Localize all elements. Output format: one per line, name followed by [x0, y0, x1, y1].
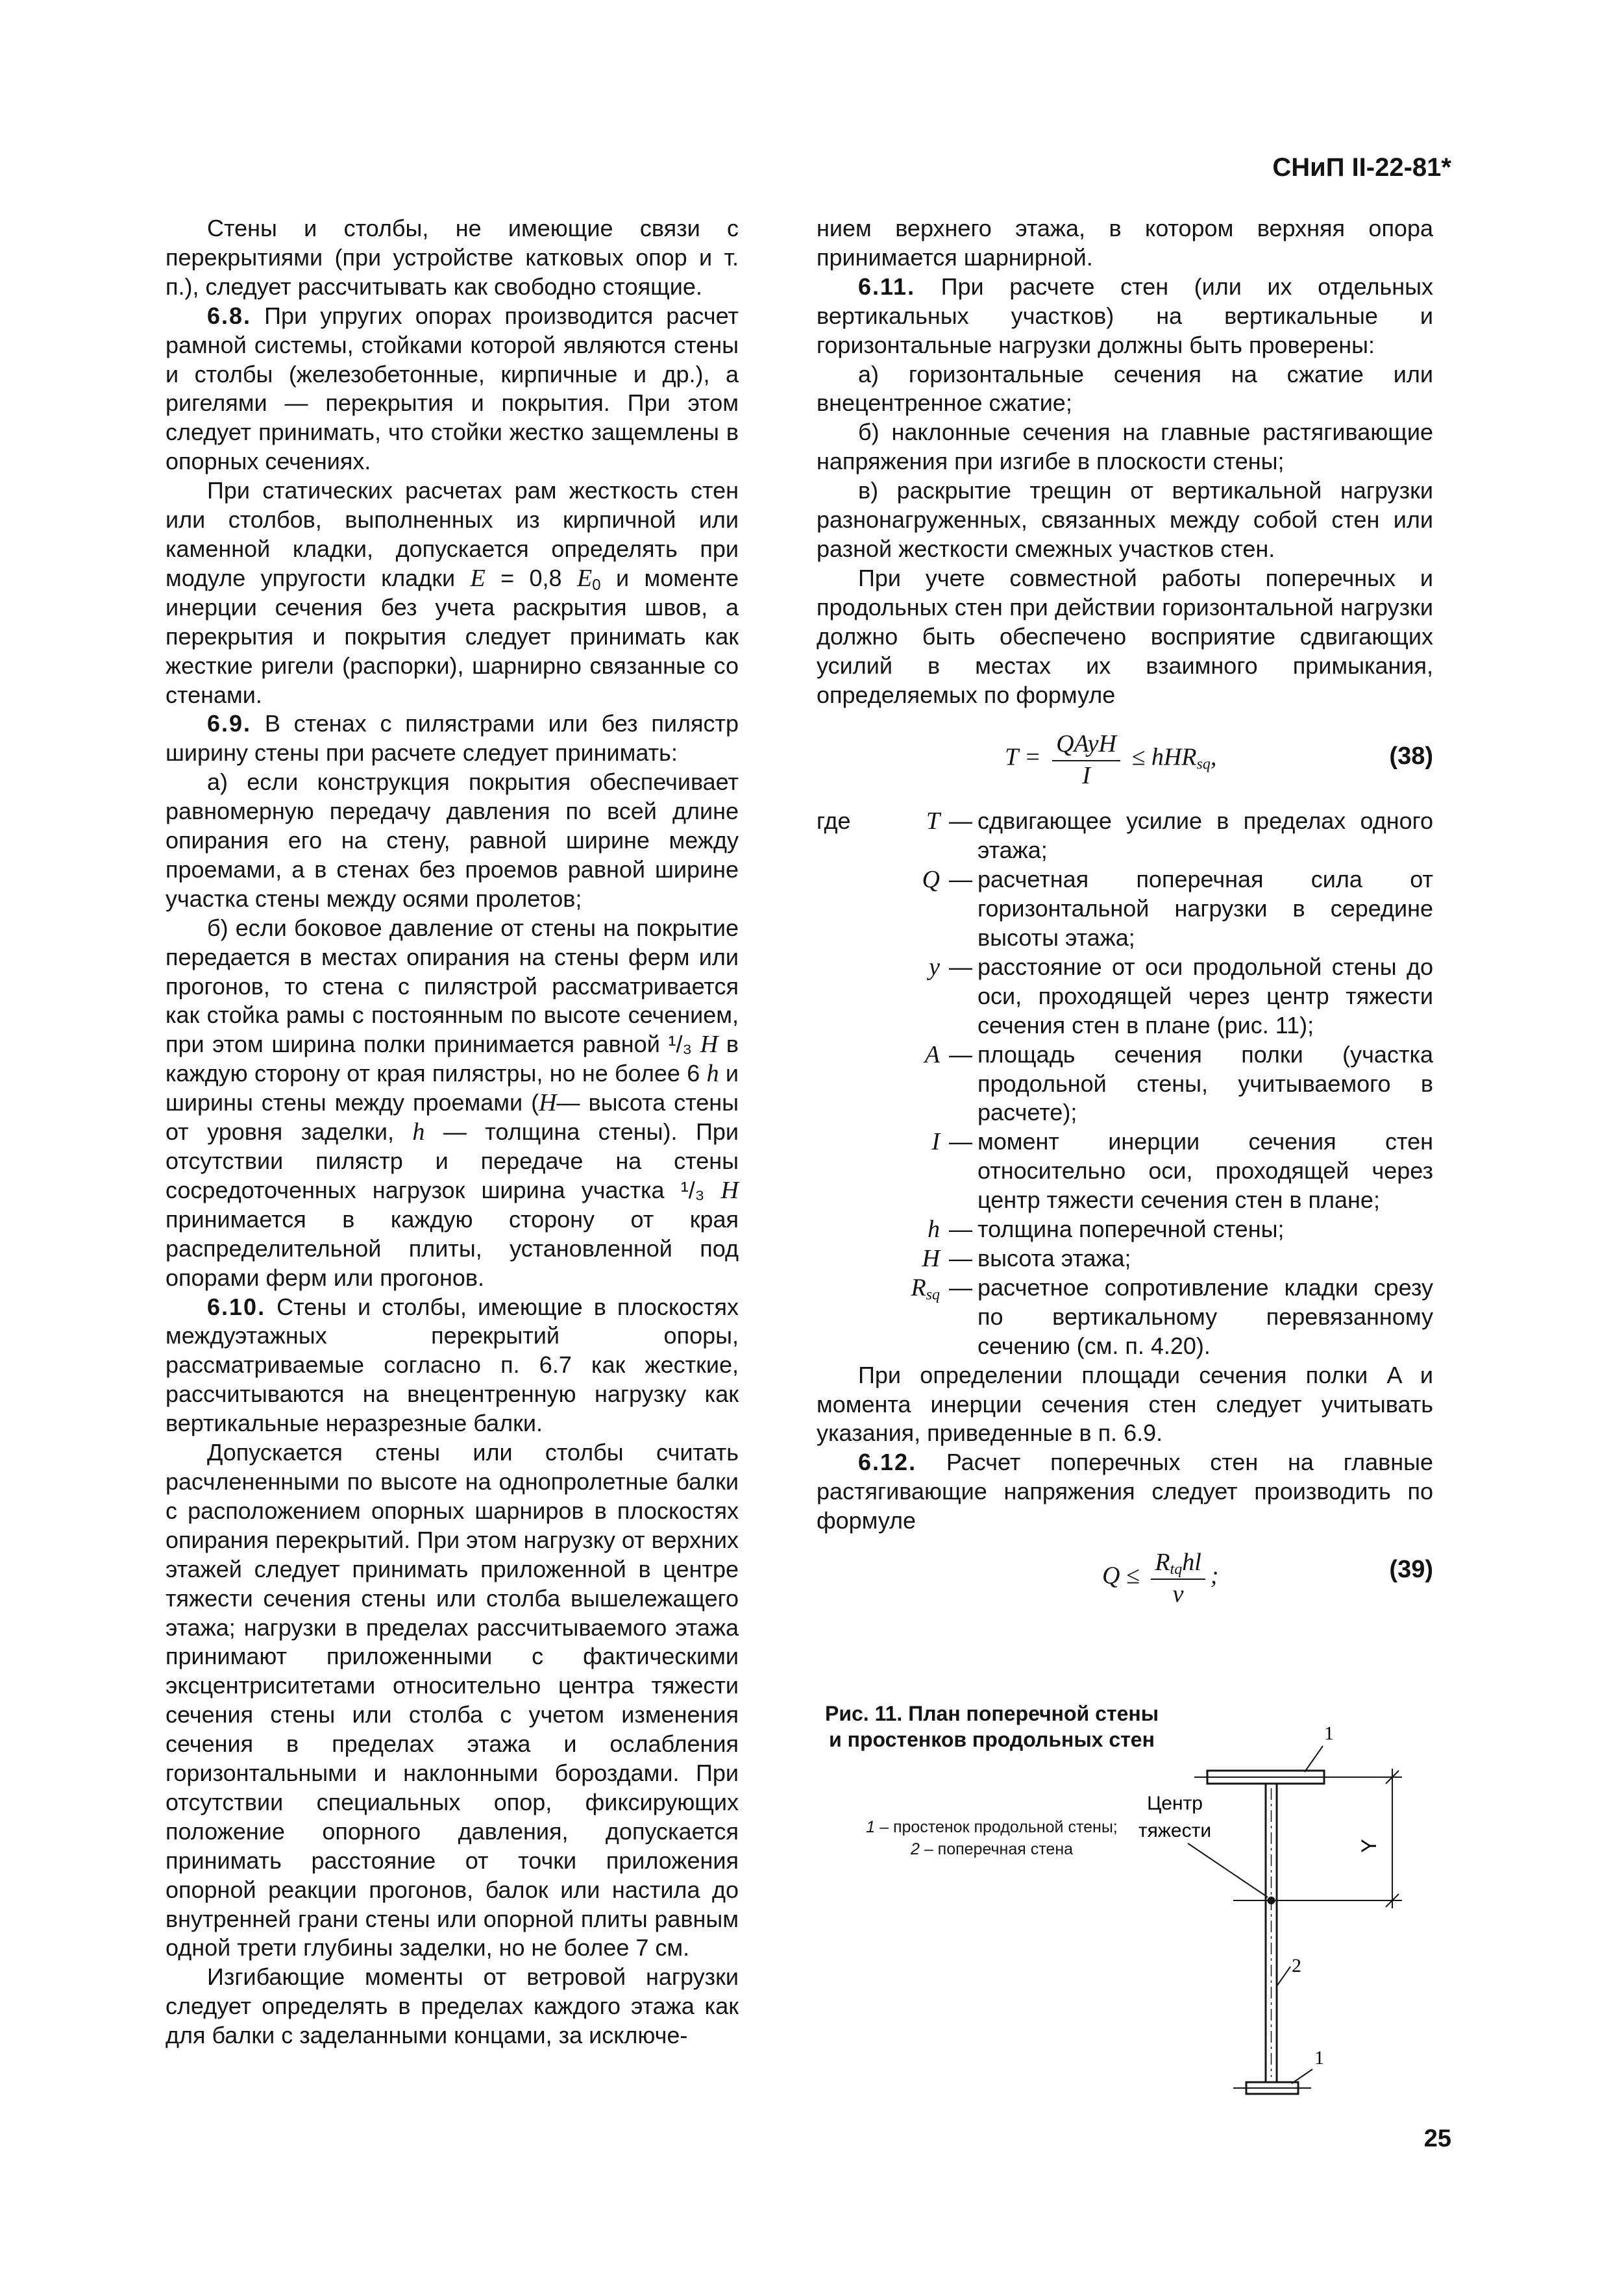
paragraph: нием верхнего этажа, в котором верхняя опора принимается шарнирной.: [817, 215, 1433, 271]
legend-number: 2: [910, 1840, 920, 1858]
leader-2: [1277, 1967, 1290, 1986]
paragraph-text: принимается в каждую сторону от края распределительной плиты, установленной под опорами ферм или прогонов.: [166, 1205, 739, 1291]
definition-symbol: [875, 1273, 949, 1361]
paragraph-text: и ширины стены между проемами (: [166, 1060, 739, 1116]
paragraph: а) горизонтальные сечения на сжатие или внецентренное сжатие;: [817, 360, 1433, 417]
math-symbol: E: [576, 564, 593, 592]
paragraph-text: — толщина стены). При отсутствии пилястр и передаче на стены сосредоточенных нагрузок ширина участка: [166, 1118, 739, 1203]
math-symbol: h: [412, 1118, 425, 1146]
paragraph: Стены и столбы, не имеющие связи с перекрытиями (при устройстве катковых опор и т. п.), следует рассчитывать как свободно стоящие.: [166, 215, 739, 300]
definition-row: [875, 865, 1433, 953]
figure-caption: Рис. 11. План поперечной стены и простенков продольных стен: [824, 1702, 1159, 1751]
definition-text: высота этажа;: [978, 1245, 1131, 1272]
math-subscript: 0: [592, 576, 601, 594]
symbol-letter: H: [922, 1245, 940, 1272]
formula-lhs: Q ≤: [1102, 1562, 1140, 1590]
formula-end: ,: [1210, 744, 1217, 772]
paragraph: [166, 476, 739, 709]
definition-row: [875, 1215, 1433, 1244]
definition-symbol: [875, 1215, 949, 1244]
math-symbol: H: [720, 1176, 739, 1204]
definition-text: сдвигающее усилие в пределах одного этажа;: [978, 807, 1433, 864]
paragraph: в) раскрытие трещин от вертикальной нагрузки разнонагруженных, связанных между собой стен или разной жесткости смежных участков стен.: [817, 477, 1433, 562]
numerator-tail: hl: [1182, 1549, 1201, 1577]
leader-1-bottom: [1292, 2069, 1312, 2083]
numerator-symbol: R: [1155, 1549, 1170, 1577]
definition-dash: —: [949, 807, 972, 835]
label-center: Центр: [1147, 1793, 1203, 1814]
paragraph: Допускается стены или столбы считать расчлененными по высоте на однопролетные балки с расположением опорных шарниров в плоскостях опирания перекрытий. При этом нагрузку от верхних этажей следует принимать приложенной в центре тяжести сечения стены или столба вышележащего этажа; нагрузки в пределах рассчитываемого этажа принимают приложенными с фактическими эксцентриситетами относительно центра тяжести сечения стены или столба с учетом изменения сечения в пределах этажа и ослабления горизонтальными и наклонными бороздами. При отсутствии специальных опор, фиксирующих положение опорного давления, допускается принимать расстояние от точки приложения опорной реакции прогонов, балок или настила до внутренней грани стены или опорной плиты равным одной трети глубины заделки, но не более 7 см.: [166, 1439, 739, 1961]
paragraph-text: При упругих опорах производится расчет рамной системы, стойками которой являются стены и столбы (железобетонные, кирпичные и др.), а ригелями — перекрытия и покрытия. При этом следует принимать, что стойки жестко защемлены в опорных сечениях.: [166, 302, 739, 475]
formula-body: [1102, 1547, 1218, 1608]
definition-row: [875, 1273, 1433, 1361]
definition-dash: —: [949, 953, 972, 980]
math-symbol: E: [470, 564, 486, 592]
paragraph-6-8: [166, 302, 739, 476]
formula-rhs: ≤ hHR: [1131, 744, 1197, 772]
formula-end: ;: [1210, 1562, 1219, 1590]
definition-symbol: [875, 1127, 949, 1215]
definition-row: [875, 807, 1433, 865]
wall-plan-drawing: [1077, 1714, 1415, 2129]
paragraph-6-11: [817, 273, 1433, 360]
formula-subscript: sq: [1196, 756, 1211, 774]
definition-dash: —: [949, 866, 972, 893]
paragraph-6-12: [817, 1448, 1433, 1536]
where-label: где: [817, 807, 851, 835]
paragraph-text: При статических расчетах рам жесткость стен или столбов, выполненных из кирпичной или каменной кладки, допускается определять при модуле упругости кладки: [166, 477, 739, 591]
document-header: СНиП II-22-81*: [1272, 153, 1451, 182]
definition-symbol: [875, 807, 949, 865]
paragraph: При определении площади сечения полки A и момента инерции сечения стен следует учитывать указания, приведенные в п. 6.9.: [817, 1361, 1433, 1447]
definition-symbol: [875, 1244, 949, 1273]
math-symbol: h: [706, 1060, 719, 1088]
definition-text: расчетная поперечная сила от горизонтальной нагрузки в середине высоты этажа;: [978, 866, 1433, 952]
symbol-subscript: sq: [926, 1286, 940, 1303]
symbol-letter: T: [926, 807, 940, 835]
paragraph-text: — высота стены от уровня заделки,: [166, 1089, 739, 1146]
clause-number: 6.10.: [207, 1293, 266, 1320]
leader-center: [1188, 1843, 1268, 1897]
numerator-subscript: tq: [1170, 1561, 1183, 1579]
definition-dash: —: [949, 1245, 972, 1272]
paragraph-text: и моменте инерции сечения без учета раскрытия швов, а перекрытия и покрытия следует принимать как жесткие ригели (распорки), шарнирно связанные со стенами.: [166, 564, 739, 708]
left-column: [166, 214, 739, 2050]
definition-dash: —: [949, 1273, 972, 1301]
paragraph: Изгибающие моменты от ветровой нагрузки следует определять в пределах каждого этажа как для балки с заделанными концами, за исключе-: [166, 1963, 739, 2049]
paragraph: При учете совместной работы поперечных и продольных стен при действии горизонтальной нагрузки должно быть обеспечено восприятие сдвигающих усилий в местах их взаимного примыкания, определяемых по формуле: [817, 564, 1433, 708]
symbol-letter: I: [931, 1128, 940, 1156]
clause-number: 6.8.: [207, 302, 252, 329]
definition-symbol: [875, 865, 949, 953]
definition-row: [875, 1244, 1433, 1273]
definition-text: момент инерции сечения стен относительно оси, проходящей через центр тяжести сечения стен в плане;: [978, 1128, 1433, 1214]
paragraph-text: б) если боковое давление от стены на покрытие передается в местах опирания на стены ферм или прогонов, то стена с пилястрой рассматривается как стойка рамы с постоянным по высоте сечением, при этом ширина полки принимается равной: [166, 914, 739, 1058]
definition-symbol: [875, 1040, 949, 1128]
paragraph-text: В стенах с пилястрами или без пилястр ширину стены при расчете следует принимать:: [166, 710, 739, 767]
equation-number: (38): [1389, 743, 1433, 770]
clause-number: 6.9.: [207, 710, 252, 737]
label-gravity: тяжести: [1138, 1820, 1212, 1841]
definition-dash: —: [949, 1128, 972, 1155]
symbol-letter: R: [911, 1273, 926, 1301]
legend-text: – поперечная стена: [924, 1840, 1074, 1858]
paragraph-text: Расчет поперечных стен на главные растягивающие напряжения следует производить по формуле: [817, 1449, 1433, 1534]
label-2: 2: [1292, 1955, 1301, 1976]
definition-dash: —: [949, 1216, 972, 1243]
label-1-top: 1: [1324, 1723, 1334, 1744]
definition-row: [875, 1127, 1433, 1215]
fraction: ¹/₃: [668, 1031, 693, 1058]
paragraph-text: При расчете стен (или их отдельных вертикальных участков) на вертикальные и горизонтальные нагрузки должны быть проверены:: [817, 273, 1433, 358]
paragraph: [166, 914, 739, 1293]
math-text: = 0,8: [500, 564, 562, 591]
paragraph-6-9: [166, 709, 739, 768]
definition-symbol: [875, 953, 949, 1040]
symbol-letter: h: [928, 1216, 940, 1244]
symbol-definitions: [817, 807, 1433, 1360]
legend-text: – простенок продольной стены;: [880, 1818, 1118, 1836]
paragraph-text: Стены и столбы, имеющие в плоскостях междуэтажных перекрытий опоры, рассматриваемые согласно п. 6.7 как жесткие, рассчитываются на внецентренную нагрузку как вертикальные неразрезные балки.: [166, 1293, 739, 1437]
formula-39: [817, 1536, 1433, 1620]
clause-number: 6.11.: [858, 273, 916, 300]
definition-list: [817, 807, 1433, 1360]
fraction-denominator: v: [1172, 1580, 1184, 1608]
definition-text: площадь сечения полки (участка продольной стены, учитываемого в расчете);: [978, 1040, 1433, 1126]
paragraph-text: в каждую сторону от края пилястры, но не более 6: [166, 1031, 739, 1087]
leader-1-top: [1305, 1746, 1323, 1772]
clause-number: 6.12.: [858, 1449, 917, 1476]
equation-number: (39): [1389, 1556, 1433, 1584]
math-symbol: H: [700, 1031, 719, 1059]
paragraph: а) если конструкция покрытия обеспечивает равномерную передачу давления по всей длине опирания его на стену, равной ширине между проемами, а в стенах без проемов равной ширине участка стены между осями пролетов;: [166, 768, 739, 912]
formula-lhs: T =: [1005, 744, 1041, 772]
definition-text: расстояние от оси продольной стены до оси, проходящей через центр тяжести сечения стен в плане (рис. 11);: [978, 953, 1433, 1039]
fraction-denominator: I: [1082, 762, 1090, 790]
paragraph: б) наклонные сечения на главные растягивающие напряжения при изгибе в плоскости стены;: [817, 419, 1433, 475]
paragraph-6-10: [166, 1293, 739, 1439]
dimension-label-y: Y: [1357, 1839, 1381, 1853]
fraction: ¹/₃: [680, 1176, 705, 1203]
formula-fraction: [1052, 729, 1120, 790]
label-1-bottom: 1: [1314, 2047, 1324, 2069]
legend-number: 1: [866, 1818, 876, 1836]
page-number: 25: [1423, 2125, 1451, 2152]
symbol-letter: y: [929, 953, 940, 981]
definition-dash: —: [949, 1040, 972, 1068]
definition-row: [875, 1040, 1433, 1128]
definition-row: [875, 953, 1433, 1040]
right-column: [817, 214, 1433, 1620]
fraction-numerator: [1151, 1547, 1205, 1580]
fraction-numerator: QAyH: [1052, 729, 1120, 761]
symbol-letter: A: [924, 1040, 940, 1068]
formula-38: [817, 709, 1433, 807]
definition-text: толщина поперечной стены;: [978, 1216, 1285, 1243]
math-symbol: H: [539, 1089, 557, 1117]
definition-text: расчетное сопротивление кладки срезу по вертикальному перевязанному сечению (см. п. 4.20).: [978, 1273, 1433, 1359]
formula-fraction: [1151, 1547, 1205, 1608]
symbol-letter: Q: [922, 866, 940, 894]
formula-body: [1005, 729, 1216, 790]
